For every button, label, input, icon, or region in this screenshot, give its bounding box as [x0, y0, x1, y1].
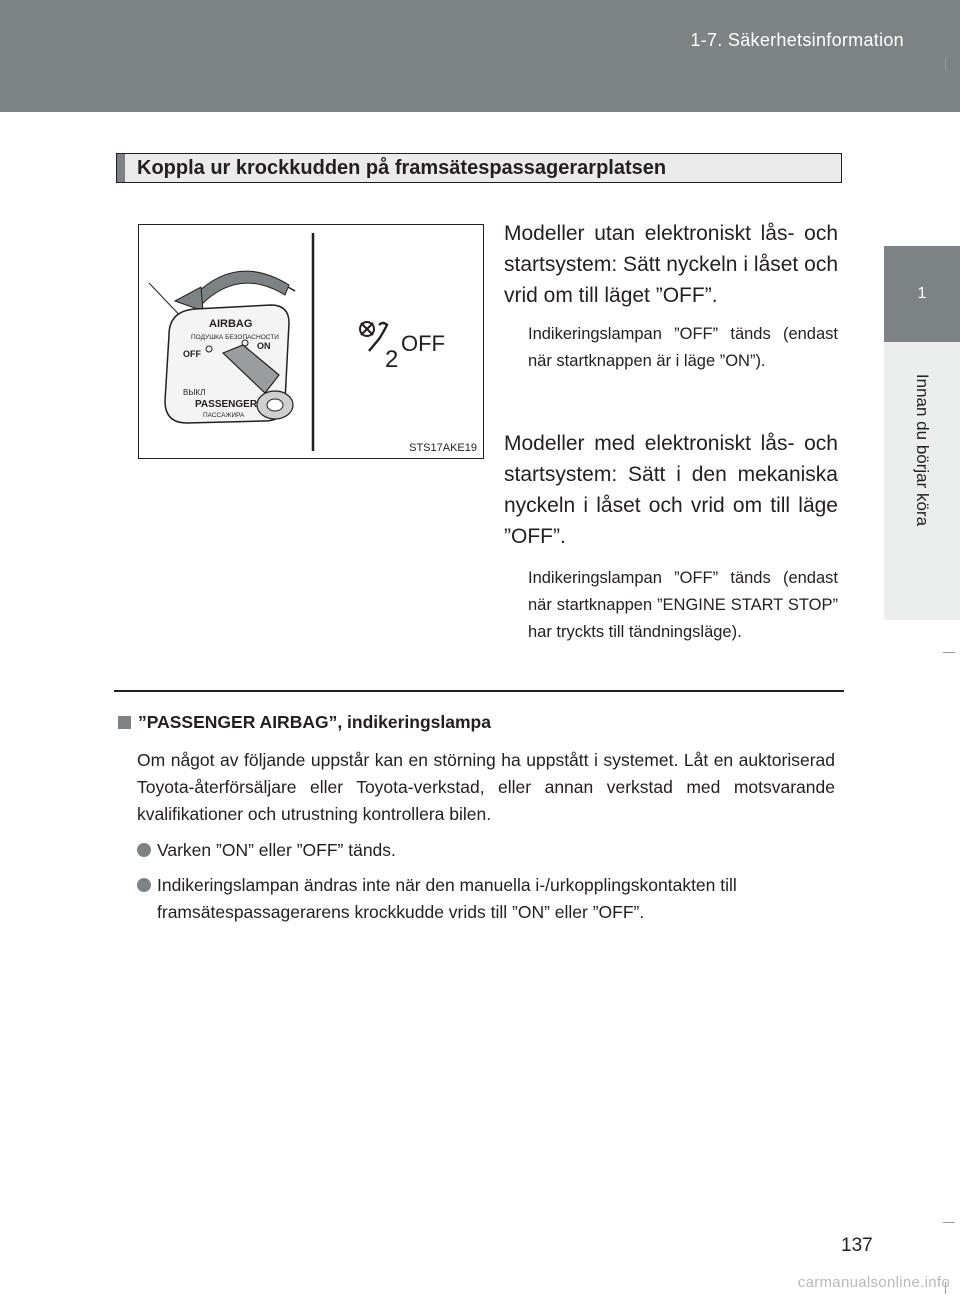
- subsection-body: Om något av följande uppstår kan en störning ha uppstått i systemet. Låt en auktoriserad Toyota-återförsäljare eller Toyota-verkstad, eller annan verkstad med motsvarande kvalifikationer och utrustning kontrollera bilen.: [137, 750, 835, 824]
- title-accent-bar: [117, 154, 125, 182]
- passenger-airbag-off-icon: [360, 322, 445, 373]
- instruction-paragraph: Modeller utan elektroniskt lås- och startsystem: Sätt nyckeln i låset och vrid om till läget ”OFF”.: [504, 222, 838, 307]
- section-title: Koppla ur krockkudden på framsätespassagerarplatsen: [137, 156, 667, 179]
- switch-label-passenger: PASSENGER: [195, 399, 258, 410]
- bullet-dot-icon: [137, 843, 151, 857]
- subsection-heading-text: ”PASSENGER AIRBAG”, indikeringslampa: [138, 712, 491, 732]
- switch-illustration: [139, 225, 483, 458]
- list-item-text: Indikeringslampan ändras inte när den manuella i-/urkopplingskontakten till framsätespassagerarens krockkudde vrids till ”ON” eller ”OFF”.: [157, 875, 737, 922]
- switch-label-off-ru: ВЫКЛ: [183, 388, 206, 397]
- instruction-paragraph: Modeller med elektroniskt lås- och startsystem: Sätt i den mekaniska nyckeln i låset och vrid om till läge ”OFF”.: [504, 432, 838, 548]
- section-title-box: [116, 153, 842, 183]
- instruction-note: Indikeringslampan ”OFF” tänds (endast när startknappen är i läge ”ON”).: [528, 325, 838, 370]
- switch-label-off: OFF: [183, 349, 201, 359]
- instruction-note: Indikeringslampan ”OFF” tänds (endast när startknappen ”ENGINE START STOP” har tryckts till tändningsläge).: [528, 569, 838, 641]
- indicator-off-text: OFF: [401, 331, 445, 356]
- list-item: [137, 837, 835, 864]
- switch-label-airbag-ru: ПОДУШКА БЕЗОПАСНОСТИ: [191, 334, 279, 341]
- crop-mark: [943, 1222, 955, 1223]
- header-band: [0, 0, 960, 112]
- switch-label-airbag: AIRBAG: [209, 318, 253, 330]
- bullet-dot-icon: [137, 878, 151, 892]
- section-header: 1-7. Säkerhetsinformation: [690, 30, 904, 50]
- watermark[interactable]: carmanualsonline.info: [797, 1274, 950, 1291]
- crop-mark: [943, 652, 955, 653]
- chapter-title: Innan du börjar köra: [913, 373, 932, 527]
- airbag-switch-figure: [138, 224, 484, 459]
- list-item: [137, 872, 835, 926]
- page-number: 137: [841, 1235, 873, 1256]
- switch-label-on: ON: [257, 341, 271, 351]
- switch-label-passenger-ru: ПАССАЖИРА: [203, 412, 245, 419]
- square-bullet-icon: [118, 716, 131, 729]
- chapter-number: 1: [917, 285, 927, 302]
- figure-code: STS17AKE19: [409, 442, 477, 454]
- subsection-heading: [118, 712, 491, 733]
- list-item-text: Varken ”ON” eller ”OFF” tänds.: [157, 840, 396, 860]
- section-divider: [114, 690, 844, 692]
- crop-mark: [945, 58, 946, 70]
- chapter-tab[interactable]: [884, 246, 960, 342]
- indicator-number: 2: [385, 346, 399, 373]
